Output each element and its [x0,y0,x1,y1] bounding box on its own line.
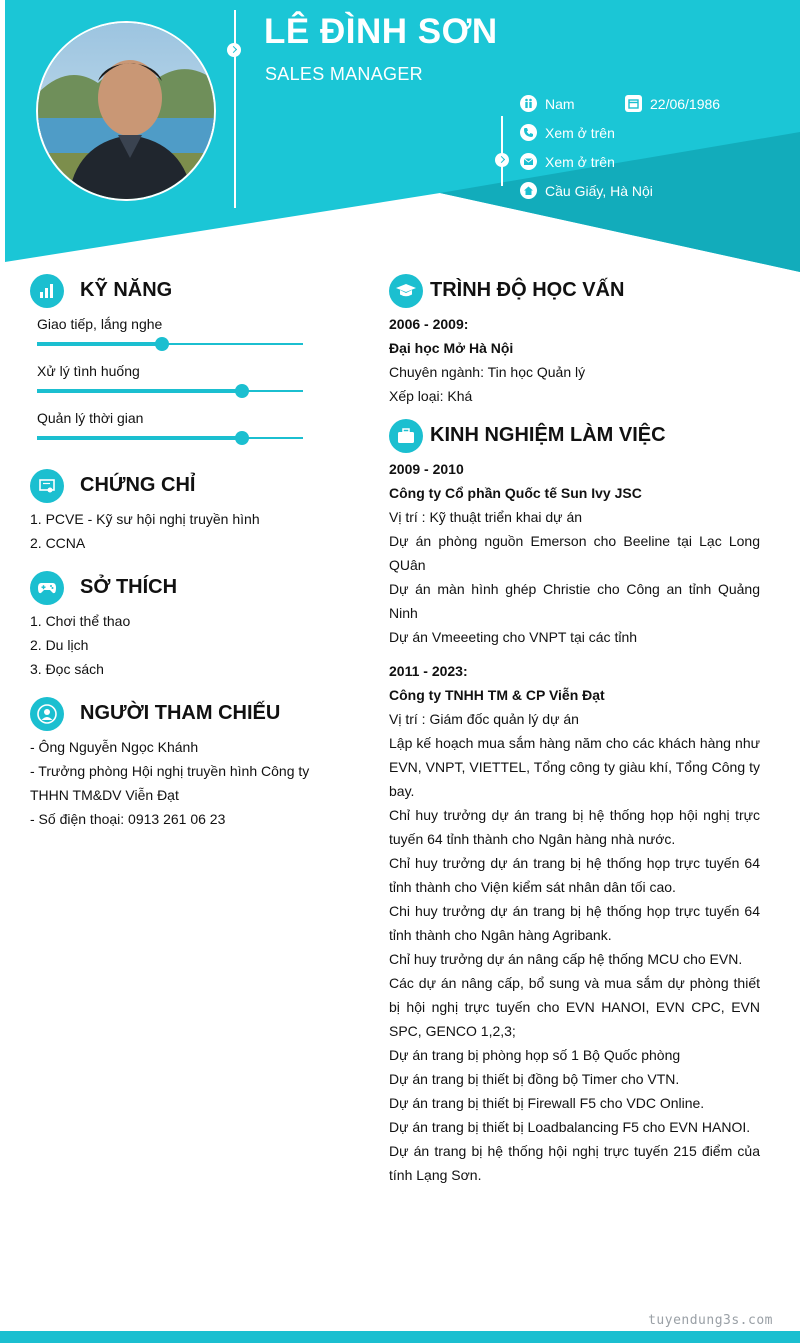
skill-label: Xử lý tình huống [37,363,140,379]
graduation-cap-icon [389,274,423,308]
list-item: 1. PCVE - Kỹ sư hội nghị truyền hình [30,511,260,527]
certificates-title: CHỨNG CHỈ [80,474,196,496]
job-line: Chi huy trưởng dự án trang bị hệ thống họp trực tuyến 64 tỉnh thành cho Ngân hàng Agribank. [389,903,760,943]
gender-icon [520,95,537,112]
chevron-right-icon [227,43,241,57]
job-line: Chỉ huy trưởng dự án trang bị hệ thống họp hội nghị trực tuyến 64 tỉnh thành cho Ngân hàng nhà nước. [389,807,760,847]
info-phone: Xem ở trên [520,124,615,141]
job-line: Dự án trang bị thiết bị đồng bộ Timer cho VTN. [389,1071,680,1087]
job-line: Dự án trang bị thiết bị Firewall F5 cho VDC Online. [389,1095,705,1111]
watermark: tuyendung3s.com [648,1313,773,1328]
skill-bar [37,343,303,345]
job-line: Dự án phòng nguồn Emerson cho Beeline tại Lạc Long QUân [389,533,760,573]
education-period: 2006 - 2009: [389,316,469,332]
experience-title: KINH NGHIỆM LÀM VIỆC [430,424,666,446]
candidate-name: LÊ ĐÌNH SƠN [264,12,498,51]
job-line: Dự án trang bị thiết bị Loadbalancing F5 cho EVN HANOI. [389,1119,751,1135]
skill-knob [155,337,169,351]
info-gender: Nam [520,95,575,112]
header-divider [234,10,236,208]
candidate-position: SALES MANAGER [265,64,423,84]
bar-chart-icon [30,274,64,308]
skill-label: Quản lý thời gian [37,410,144,426]
certificate-icon [30,469,64,503]
job-line: Các dự án nâng cấp, bổ sung và mua sắm dự phòng thiết bị hội nghị trực tuyến cho EVN HANOI, EVN CPC, EVN SPC, GENCO 1,2,3; [389,975,760,1039]
job-period: 2011 - 2023: [389,663,468,679]
list-item: 2. CCNA [30,535,86,551]
footer-bar [0,1331,800,1343]
skill-knob [235,431,249,445]
education-grade: Xếp loại: Khá [389,388,473,404]
profile-photo [36,21,216,201]
info-address: Cầu Giấy, Hà Nội [520,182,653,199]
info-email: Xem ở trên [520,153,615,170]
job-line: Vị trí : Kỹ thuật triển khai dự án [389,509,583,525]
chevron-right-icon [495,153,509,167]
job-line: Dự án trang bị phòng họp số 1 Bộ Quốc phòng [389,1047,681,1063]
education-school: Đại học Mở Hà Nội [389,340,514,356]
phone-icon [520,124,537,141]
list-item: 2. Du lịch [30,637,89,653]
user-icon [30,697,64,731]
job-period: 2009 - 2010 [389,461,464,477]
reference-line: - Số điện thoại: 0913 261 06 23 [30,811,226,827]
job-line: Dự án trang bị hệ thống hội nghị trực tuyến 215 điểm của tính Lạng Sơn. [389,1143,760,1183]
job-line: Vị trí : Giám đốc quản lý dự án [389,711,579,727]
skill-knob [235,384,249,398]
education-title: TRÌNH ĐỘ HỌC VẤN [430,279,625,301]
skills-title: KỸ NĂNG [80,279,173,301]
skill-bar [37,390,303,392]
list-item: 1. Chơi thể thao [30,613,131,629]
calendar-icon [625,95,642,112]
job-company: Công ty Cổ phần Quốc tế Sun Ivy JSC [389,485,642,501]
job-line: Chỉ huy trưởng dự án trang bị hệ thống họp trực tuyến 64 tỉnh thành cho Viện kiểm sát nhân dân tối cao. [389,855,760,895]
skill-label: Giao tiếp, lắng nghe [37,316,163,332]
hobbies-title: SỞ THÍCH [80,576,178,598]
reference-line: - Trưởng phòng Hội nghị truyền hình Công ty THHN TM&DV Viễn Đạt [30,763,310,803]
home-icon [520,182,537,199]
envelope-icon [520,153,537,170]
job-company: Công ty TNHH TM & CP Viễn Đạt [389,687,605,703]
job-line: Dự án màn hình ghép Christie cho Công an tỉnh Quảng Ninh [389,581,760,621]
job-line: Lập kế hoạch mua sắm hàng năm cho các khách hàng như EVN, VNPT, VIETTEL, Tổng công ty giàu khí, Tổng Công ty bay. [389,735,760,799]
info-divider [501,116,503,186]
list-item: 3. Đọc sách [30,661,104,677]
reference-line: - Ông Nguyễn Ngọc Khánh [30,739,199,755]
job-line: Dự án Vmeeeting cho VNPT tại các tỉnh [389,629,638,645]
education-major: Chuyên ngành: Tin học Quản lý [389,364,586,380]
info-birthday: 22/06/1986 [625,95,720,112]
references-title: NGƯỜI THAM CHIẾU [80,702,281,724]
job-line: Chỉ huy trưởng dự án nâng cấp hệ thống MCU cho EVN. [389,951,743,967]
gamepad-icon [30,571,64,605]
skill-bar [37,437,303,439]
briefcase-icon [389,419,423,453]
